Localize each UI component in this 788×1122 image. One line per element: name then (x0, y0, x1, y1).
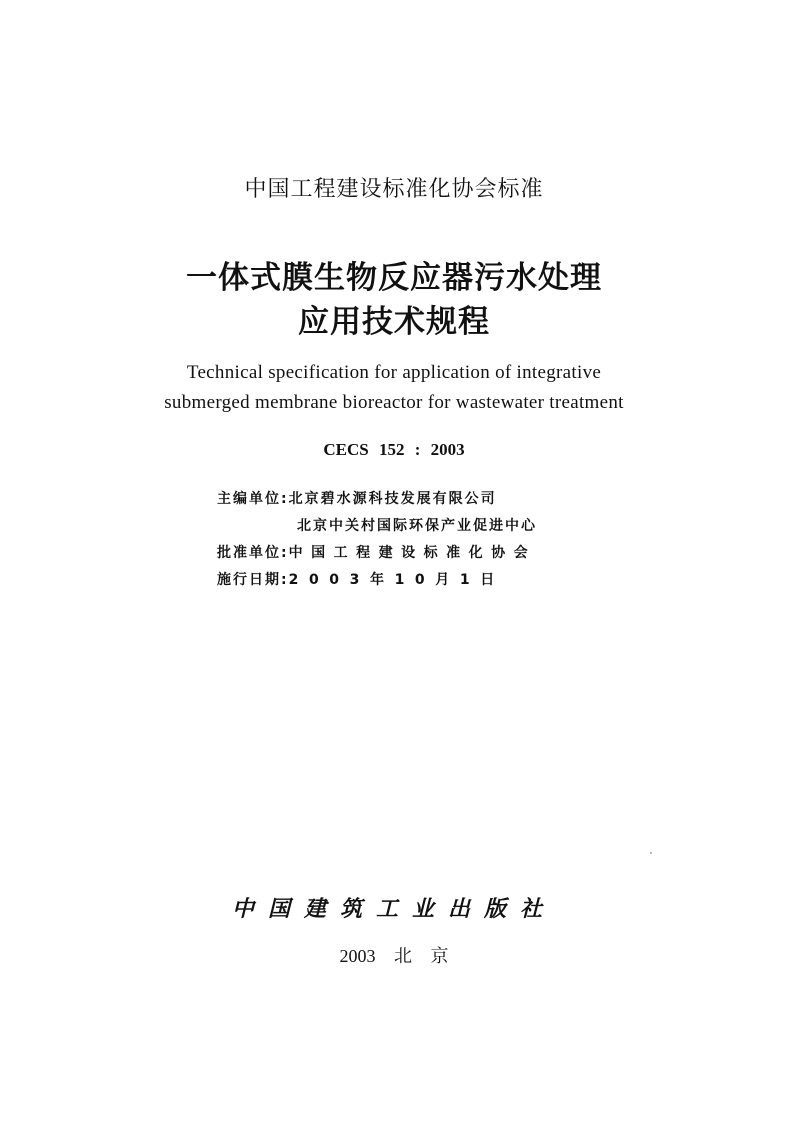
title-line-2: 应用技术规程 (298, 304, 490, 340)
approval-unit: 中国工程建设标准化协会 (288, 545, 537, 561)
english-title-line-1: Technical specification for application of integrative (186, 362, 602, 383)
title-line-1: 一体式膜生物反应器污水处理 (186, 260, 602, 296)
chief-editor-row (217, 490, 497, 508)
scan-speck (650, 852, 652, 854)
effective-date-row (217, 571, 505, 589)
approval-label: 批准单位: (217, 545, 289, 561)
effective-date-label: 施行日期: (217, 572, 289, 588)
publisher-name: 中国建筑工业出版社 (231, 897, 556, 922)
chief-editor-unit-1: 北京碧水源科技发展有限公司 (288, 491, 497, 507)
chief-editor-label: 主编单位: (217, 491, 289, 507)
chief-editor-row-2 (297, 517, 537, 535)
standard-code: CECS 152 : 2003 (323, 440, 465, 459)
publish-place-year: 2003 北 京 (339, 946, 449, 966)
standard-series: 中国工程建设标准化协会标准 (244, 177, 544, 202)
chief-editor-unit-2: 北京中关村国际环保产业促进中心 (297, 518, 537, 534)
approval-row (217, 544, 536, 562)
english-title-line-2: submerged membrane bioreactor for wastewater treatment (164, 392, 624, 413)
effective-date-value: 2003年10月1日 (288, 572, 505, 588)
